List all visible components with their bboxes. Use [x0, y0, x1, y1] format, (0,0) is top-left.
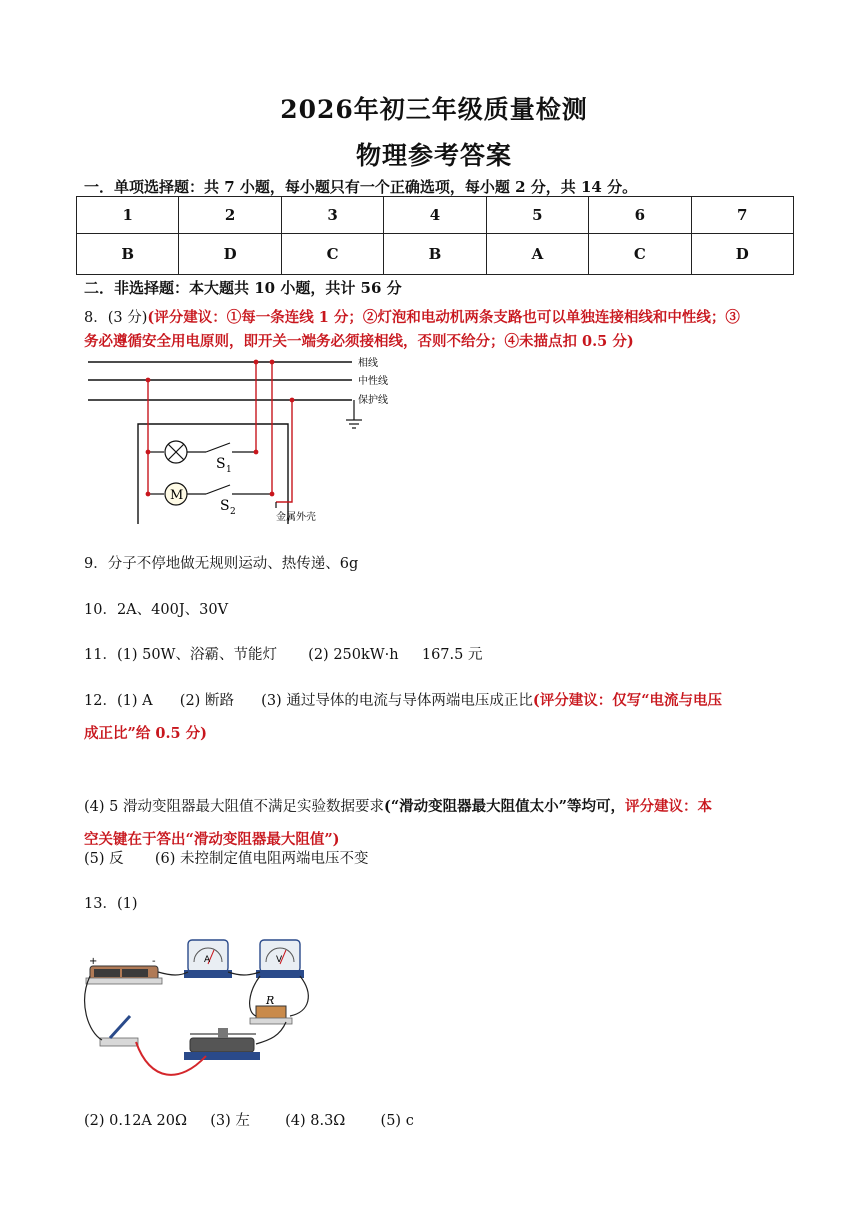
table-cell: B	[384, 234, 486, 275]
q12-part1: 12．(1) A	[84, 693, 153, 709]
table-cell: 7	[691, 197, 793, 234]
ground-label: 保护线	[358, 395, 388, 406]
q13-part5: (5) c	[380, 1113, 414, 1129]
q12-part6: (6) 未控制定值电阻两端电压不变	[154, 851, 369, 867]
q8-prefix: 8．(3 分)	[84, 310, 148, 326]
battery-plus: +	[89, 956, 98, 967]
q13-part4: (4) 8.3Ω	[285, 1113, 346, 1129]
q12-part4: (4) 5 滑动变阻器最大阻值不满足实验数据要求	[84, 799, 384, 815]
answer-table	[76, 196, 794, 275]
resistor-label: R	[266, 994, 275, 1007]
table-cell: 5	[486, 197, 588, 234]
q12-line1	[84, 689, 722, 710]
q11-part1: 11．(1) 50W、浴霸、节能灯	[84, 647, 277, 663]
q8-line1	[84, 306, 740, 327]
rheostat-icon	[190, 1038, 254, 1052]
battery-minus: -	[152, 956, 156, 967]
section2-heading: 二．非选择题：本大题共 10 小题，共计 56 分	[84, 279, 402, 297]
household-circuit-diagram	[80, 352, 410, 532]
q12-line3	[84, 795, 712, 816]
q9-answer: 9．分子不停地做无规则运动、热传递、6g	[84, 556, 359, 572]
q12-part5: (5) 反	[84, 851, 124, 867]
table-cell: B	[77, 234, 179, 275]
s2-subscript: 2	[230, 507, 236, 517]
page-subtitle: 物理参考答案	[355, 141, 512, 170]
table-cell: D	[691, 234, 793, 275]
q12-note2-cont: 空关键在于答出“滑动变阻器最大阻值”)	[84, 831, 340, 848]
q13-part2: (2) 0.12A 20Ω	[84, 1113, 187, 1129]
q12-line5	[84, 847, 369, 868]
ammeter-label: A	[204, 955, 211, 965]
s1-subscript: 1	[226, 465, 232, 475]
q12-note1-cont: 成正比”给 0.5 分)	[84, 725, 208, 742]
page-title: 2026年初三年级质量检测	[280, 95, 588, 124]
q8-note-line2: 务必遵循安全用电原则，即开关一端务必须接相线，否则不给分；④未描点扣 0.5 分)	[84, 333, 634, 350]
q12-note1: (评分建议：仅写“电流与电压	[532, 692, 723, 709]
q13-answers	[84, 1109, 414, 1130]
q12-note2: 评分建议：本	[625, 798, 713, 815]
neutral-label: 中性线	[358, 376, 388, 387]
table-cell: 2	[179, 197, 281, 234]
voltmeter-label: V	[276, 955, 283, 965]
q12-part2: (2) 断路	[179, 693, 234, 709]
table-cell: D	[179, 234, 281, 275]
metal-shell-label: 金属外壳	[276, 512, 316, 523]
q10-answer: 10．2A、400J、30V	[84, 602, 229, 618]
table-cell: 3	[281, 197, 383, 234]
table-row	[77, 197, 794, 234]
enclosure-outline	[138, 424, 288, 524]
q8-note-line1: (评分建议：①每一条连线 1 分；②灯泡和电动机两条支路也可以单独连接相线和中性线；③	[147, 309, 740, 326]
table-row	[77, 234, 794, 275]
table-cell: A	[486, 234, 588, 275]
q11-answer	[84, 643, 482, 664]
experiment-circuit-diagram	[80, 932, 320, 1092]
q13-part3: (3) 左	[210, 1113, 250, 1129]
table-cell: C	[589, 234, 691, 275]
table-cell: 6	[589, 197, 691, 234]
live-label: 相线	[358, 358, 378, 369]
section1-heading: 一．单项选择题：共 7 小题，每小题只有一个正确选项，每小题 2 分，共 14 分。	[84, 178, 638, 196]
switch-s1-icon	[206, 443, 230, 452]
table-cell: C	[281, 234, 383, 275]
q11-part2: (2) 250kW·h	[308, 647, 399, 663]
q11-part3: 167.5 元	[421, 647, 483, 663]
table-cell: 1	[77, 197, 179, 234]
q13-heading: 13．(1)	[84, 896, 138, 912]
q12-alt: (“滑动变阻器最大阻值太小”等均可，	[383, 798, 626, 815]
table-cell: 4	[384, 197, 486, 234]
s2-label: S	[220, 498, 230, 514]
switch-s2-icon	[206, 485, 230, 494]
knife-switch-icon	[100, 1038, 138, 1046]
answer-wire-ground	[276, 400, 292, 502]
motor-label: M	[170, 488, 184, 503]
q12-part3: (3) 通过导体的电流与导体两端电压成正比	[261, 693, 533, 709]
s1-label: S	[216, 456, 226, 472]
